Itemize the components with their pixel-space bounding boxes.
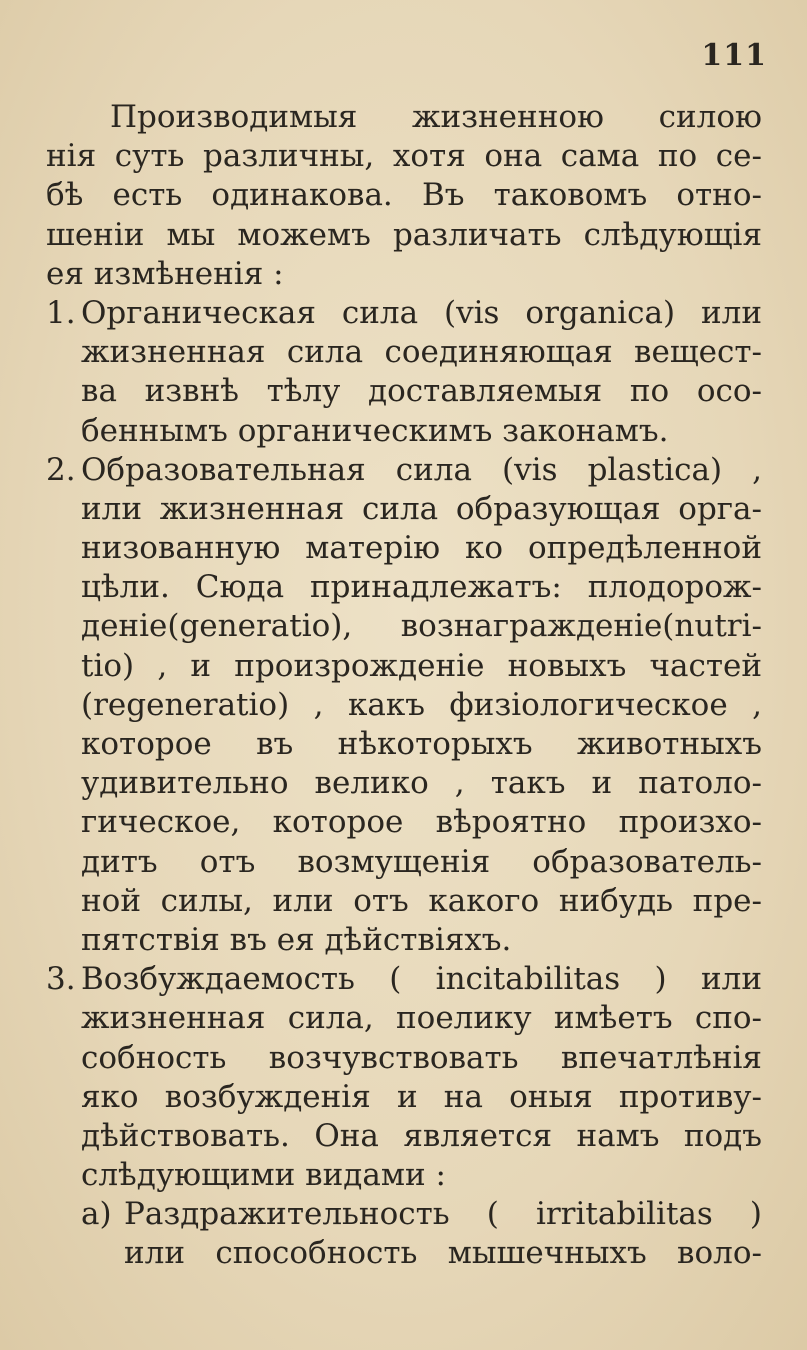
text-line (46, 1117, 762, 1156)
text-line (46, 372, 762, 411)
text-line (46, 1039, 762, 1078)
text-line (46, 137, 762, 176)
line-text: ея измѣненія : (46, 255, 284, 292)
line-text: Органическая сила (vis organica) или (81, 294, 762, 331)
line-text: беннымъ органическимъ законамъ. (81, 412, 669, 449)
list-marker: 1. (46, 294, 76, 331)
line-text: дѣйствовать. Она является намъ подъ (81, 1117, 762, 1154)
text-line (46, 764, 762, 803)
list-marker: 2. (46, 451, 76, 488)
line-text: Образовательная сила (vis plastica) , (81, 451, 762, 488)
text-line (46, 98, 762, 137)
text-line (46, 999, 762, 1038)
text-line (46, 725, 762, 764)
text-line (46, 412, 762, 451)
text-line (46, 1156, 762, 1195)
text-line (46, 1078, 762, 1117)
line-text: бѣ есть одинакова. Въ таковомъ отно- (46, 177, 762, 214)
line-text: пятствія въ ея дѣйствіяхъ. (81, 921, 512, 958)
line-text: нія суть различны, хотя она сама по се- (46, 138, 762, 175)
line-text: которое въ нѣкоторыхъ животныхъ (81, 726, 762, 762)
text-line (46, 647, 762, 686)
line-text: или жизненная сила образующая орга- (81, 490, 762, 527)
line-text: Возбуждаемость ( incitabilitas ) или (81, 961, 762, 998)
line-text: Производимыя жизненною силою (110, 99, 762, 135)
text-line (46, 529, 762, 568)
line-text: деніе(generatio), вознагражденіе(nutri- (81, 608, 762, 645)
line-text: шеніи мы можемъ различать слѣдующія (46, 216, 762, 253)
line-text: собность возчувствовать впечатлѣнія (81, 1039, 762, 1076)
line-text: ва извнѣ тѣлу доставляемыя по осо- (81, 373, 762, 410)
line-text: удивительно велико , такъ и патоло- (81, 765, 762, 802)
list-marker: 3. (46, 961, 76, 998)
line-text: (regeneratio) , какъ физіологическое , (81, 686, 762, 723)
text-line (46, 686, 762, 725)
line-text: ной силы, или отъ какого нибудь пре- (81, 882, 762, 919)
text-line (46, 960, 762, 999)
line-text: слѣдующими видами : (81, 1157, 446, 1194)
line-text: или способность мышечныхъ воло- (124, 1235, 762, 1272)
line-text: низованную матерію ко опредѣленной (81, 530, 762, 567)
body-text (46, 98, 762, 1274)
text-line (46, 882, 762, 921)
text-line (46, 568, 762, 607)
text-line (46, 803, 762, 842)
line-text: цѣли. Сюда принадлежатъ: плодорож- (81, 569, 762, 606)
line-text: tio) , и произрожденіе новыхъ частей (81, 647, 762, 684)
text-line (46, 176, 762, 215)
text-line (46, 1234, 762, 1273)
line-text: гическое, которое вѣроятно произхо- (81, 804, 762, 841)
line-text: Раздражительность ( irritabilitas ) (124, 1196, 762, 1233)
list-marker: a) (81, 1196, 112, 1233)
text-line (46, 333, 762, 372)
text-line (46, 294, 762, 333)
text-line (46, 607, 762, 646)
line-text: яко возбужденія и на оныя противу- (81, 1078, 762, 1115)
line-text: дитъ отъ возмущенія образователь- (81, 843, 762, 880)
line-text: жизненная сила, поелику имѣетъ спо- (81, 1000, 762, 1037)
line-text: жизненная сила соединяющая вещест- (81, 334, 762, 371)
text-line (46, 843, 762, 882)
text-line (46, 1195, 762, 1234)
text-line (46, 255, 762, 294)
text-line (46, 451, 762, 490)
text-line (46, 490, 762, 529)
text-line (46, 921, 762, 960)
page-number: 111 (701, 38, 767, 73)
text-line (46, 216, 762, 255)
